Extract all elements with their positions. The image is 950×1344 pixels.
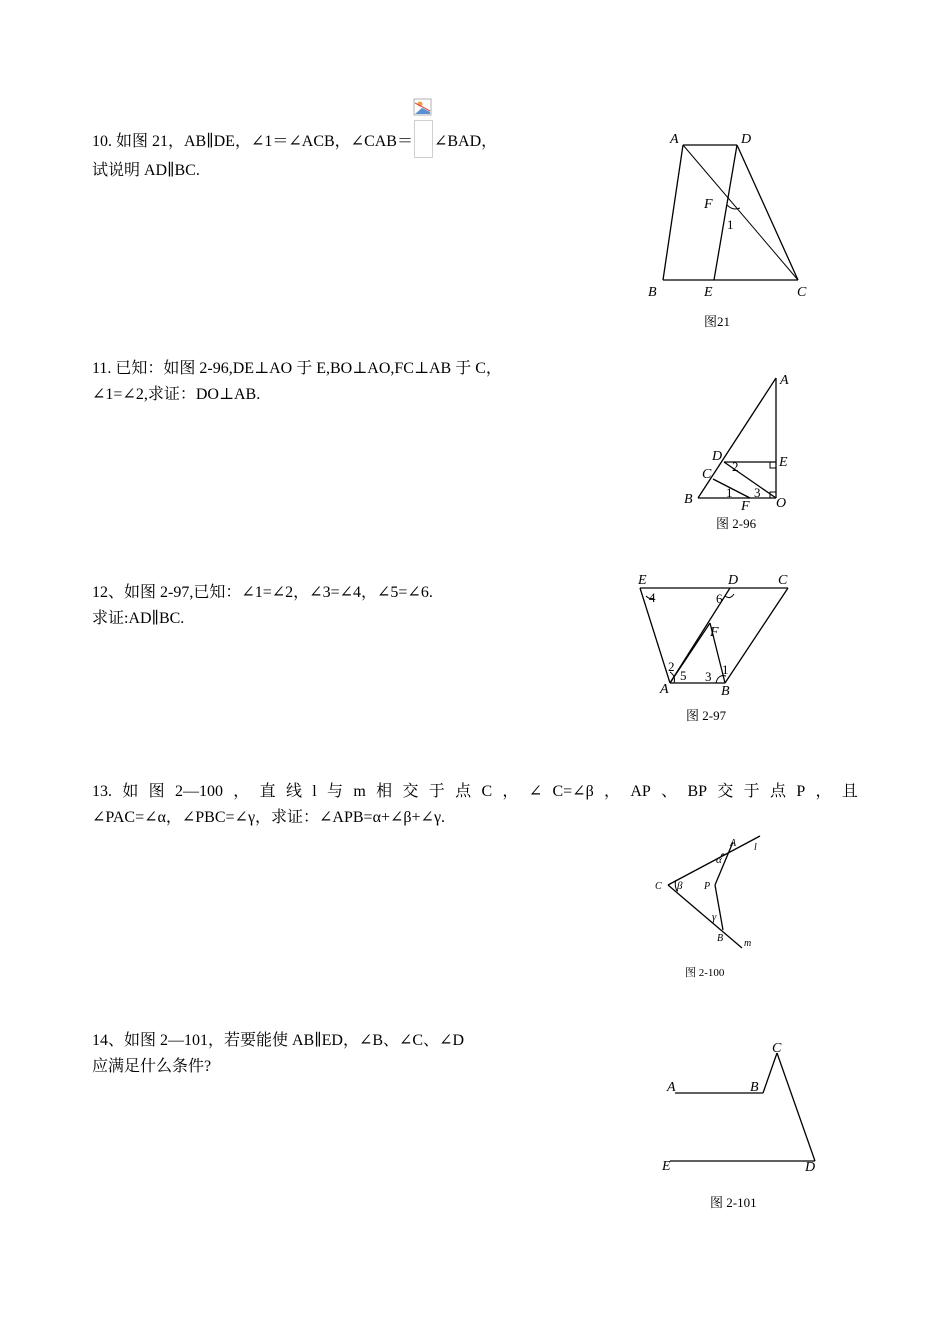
question-11-line-2: ∠1=∠2,求证：DO⊥AB. [92,386,261,403]
label-B: B [750,1080,759,1095]
label-angle-4: 4 [649,590,656,605]
question-13-line-2: ∠PAC=∠α，∠PBC=∠γ，求证：∠APB=α+∠β+∠γ. [92,809,446,826]
label-l: l [754,842,757,853]
label-B: B [648,285,657,300]
label-A: A [780,373,789,388]
question-14-line-1: 14、如图 2—101，若要能使 AB∥ED，∠B、∠C、∠D [92,1032,465,1049]
label-angle-3: 3 [754,485,761,500]
question-14 [92,1028,464,1080]
question-11 [92,356,502,408]
q13-token: C=∠β [552,783,594,800]
label-A: A [730,838,737,849]
q13-token: ， [502,783,519,800]
label-D: D [712,449,723,464]
label-B: B [721,684,730,699]
label-C: C [655,881,662,892]
question-10-line-2: 试说明 AD∥BC. [92,162,200,179]
label-F: F [704,197,713,212]
label-gamma: γ [712,911,717,923]
q13-token: 交 [402,783,419,800]
label-E: E [638,573,647,588]
figure-caption: 图 2-100 [685,967,725,979]
q13-token: P [796,783,806,800]
q13-token: ， [233,783,250,800]
label-angle-1: 1 [727,217,734,232]
q13-token: l [312,783,317,800]
figure-caption: 图 2-96 [716,516,757,531]
label-beta: β [677,880,683,892]
question-12 [92,580,433,632]
question-12-line-2: 求证:AD∥BC. [92,610,185,627]
figure-21 [640,125,820,335]
question-12-line-1: 12、如图 2-97,已知：∠1=∠2，∠3=∠4，∠5=∠6. [92,584,433,601]
q13-token: 与 [327,783,344,800]
q13-token: C [481,783,493,800]
label-angle-6: 6 [716,591,723,606]
label-F: F [741,499,750,514]
label-D: D [805,1160,816,1175]
question-11-line-1: 11. 已知：如图 2-96,DE⊥AO 于 E,BO⊥AO,FC⊥AB 于 C， [92,360,502,377]
figure-caption: 图21 [704,314,731,329]
figure-2-100 [650,830,780,985]
label-C: C [778,573,788,588]
label-E: E [779,455,788,470]
q13-token: ， [815,783,832,800]
label-E: E [704,285,713,300]
question-13-line-1 [92,779,858,805]
label-angle-3: 3 [705,669,712,684]
label-F: F [710,625,719,640]
label-angle-1: 1 [722,662,729,677]
q13-token: 2—100 [174,783,223,800]
broken-image-icon [414,120,433,158]
figure-2-96 [680,370,810,535]
q13-token: BP [687,783,708,800]
label-A: A [667,1080,676,1095]
q13-token: m [353,783,366,800]
q13-token: 点 [770,783,787,800]
question-14-line-2: 应满足什么条件? [92,1058,212,1075]
q13-token: 相 [376,783,393,800]
label-O: O [776,496,787,511]
figure-2-97 [630,568,805,728]
label-A: A [660,682,669,697]
q13-token: 于 [743,783,760,800]
q13-token: 如 [122,783,139,800]
label-E: E [662,1159,671,1174]
figure-caption: 图 2-101 [710,1195,757,1210]
label-C: C [702,467,712,482]
q13-token: 直 [259,783,276,800]
figure-21-lines [663,145,798,280]
label-alpha: α [716,854,722,866]
label-angle-2: 2 [668,659,675,674]
q13-token: 线 [285,783,302,800]
label-D: D [741,132,752,147]
figure-2-100-lines [668,836,760,948]
label-m: m [744,938,752,949]
q13-token: 、 [661,783,678,800]
q13-token: 交 [717,783,734,800]
label-D: D [728,573,739,588]
label-B: B [684,492,693,507]
label-angle-5: 5 [680,668,687,683]
q13-token: 图 [148,783,165,800]
label-C: C [772,1041,782,1056]
label-angle-1: 1 [726,485,733,500]
label-B: B [717,933,724,944]
label-C: C [797,285,807,300]
q13-token: ∠ [528,783,543,800]
label-A: A [670,132,679,147]
q13-token: 点 [455,783,472,800]
question-10-line-1: 10. 如图 21，AB∥DE，∠1＝∠ACB，∠CAB＝ ∠BAD， [92,120,497,158]
figure-2-101-lines [670,1053,815,1161]
q13-token: 且 [841,783,858,800]
q13-token: 13. [92,783,112,800]
question-13 [92,779,858,831]
q13-token: ， [604,783,621,800]
q13-token: 于 [428,783,445,800]
label-angle-2: 2 [732,459,739,474]
figure-caption: 图 2-97 [686,708,727,723]
figure-2-101 [655,1035,835,1220]
question-10 [92,120,497,184]
q13-token: AP [630,783,651,800]
label-P: P [704,881,711,892]
